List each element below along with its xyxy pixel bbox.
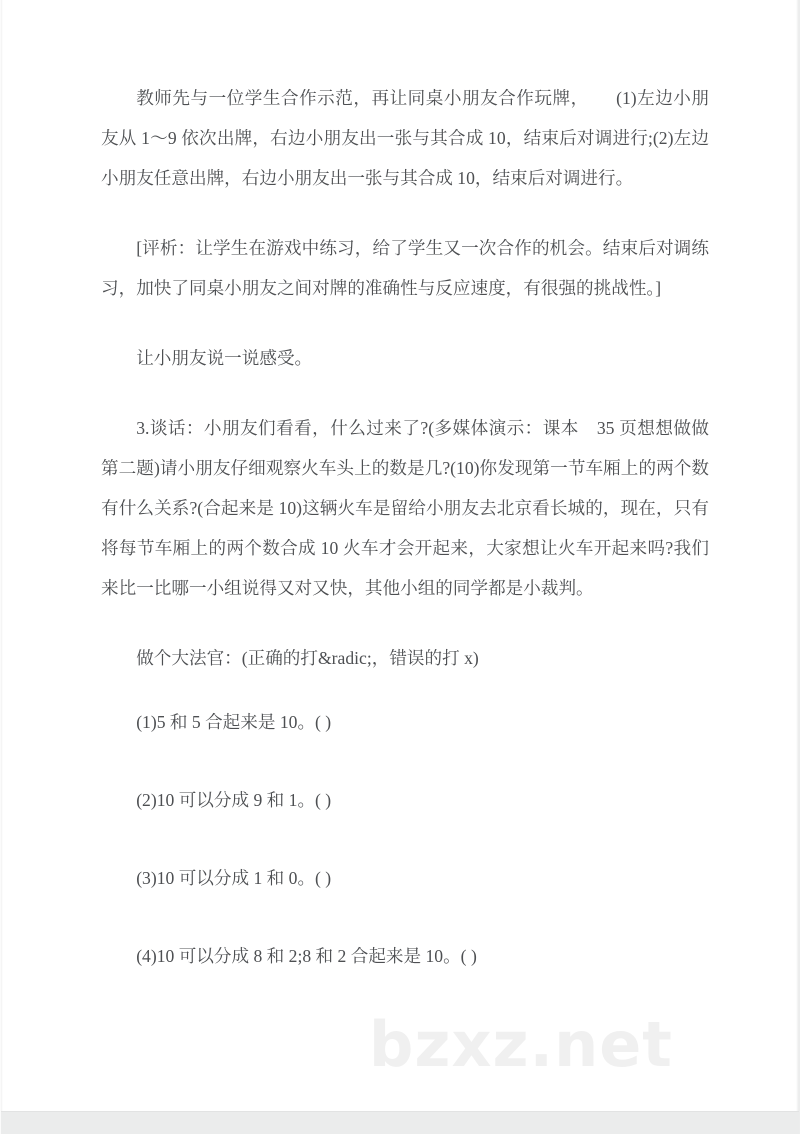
quiz-item-2: (2)10 可以分成 9 和 1。( )	[136, 790, 332, 810]
document-text-body	[101, 78, 709, 976]
paragraph-teacher-demo: 教师先与一位学生合作示范，再让同桌小朋友合作玩牌， (1)左边小朋友从 1～9 依次出牌，右边小朋友出一张与其合成 10，结束后对调进行;(2)左边小朋友任意出牌，右边小朋友出一张与其合成 10，结束后对调进行。	[101, 88, 709, 188]
site-watermark: bzxz.net	[369, 1008, 673, 1081]
paragraph-discussion-train: 3.谈话：小朋友们看看，什么过来了?(多媒体演示：课本 35 页想想做做第二题)请小朋友仔细观察火车头上的数是几?(10)你发现第一节车厢上的两个数有什么关系?(合起来是 10)这辆火车是留给小朋友去北京看长城的，现在，只有将每节车厢上的两个数合成 10 火车才会开起来，大家想让火车开起来吗?我们来比一比哪一小组说得又对又快，其他小组的同学都是小裁判。	[101, 418, 709, 598]
quiz-item-1: (1)5 和 5 合起来是 10。( )	[136, 712, 332, 732]
paragraph-commentary: [评析：让学生在游戏中练习，给了学生又一次合作的机会。结束后对调练习，加快了同桌小朋友之间对牌的准确性与反应速度，有很强的挑战性。]	[101, 238, 709, 298]
quiz-item-4: (4)10 可以分成 8 和 2;8 和 2 合起来是 10。( )	[136, 946, 477, 966]
page-right-edge-shadow	[796, 0, 799, 1112]
page-bottom-strip	[1, 1112, 800, 1134]
quiz-item-3: (3)10 可以分成 1 和 0。( )	[136, 868, 332, 888]
page-left-edge-shadow	[1, 0, 3, 1134]
paragraph-share-feeling: 让小朋友说一说感受。	[136, 348, 313, 368]
paragraph-judge-intro: 做个大法官：(正确的打&radic;，错误的打 x)	[136, 648, 479, 668]
